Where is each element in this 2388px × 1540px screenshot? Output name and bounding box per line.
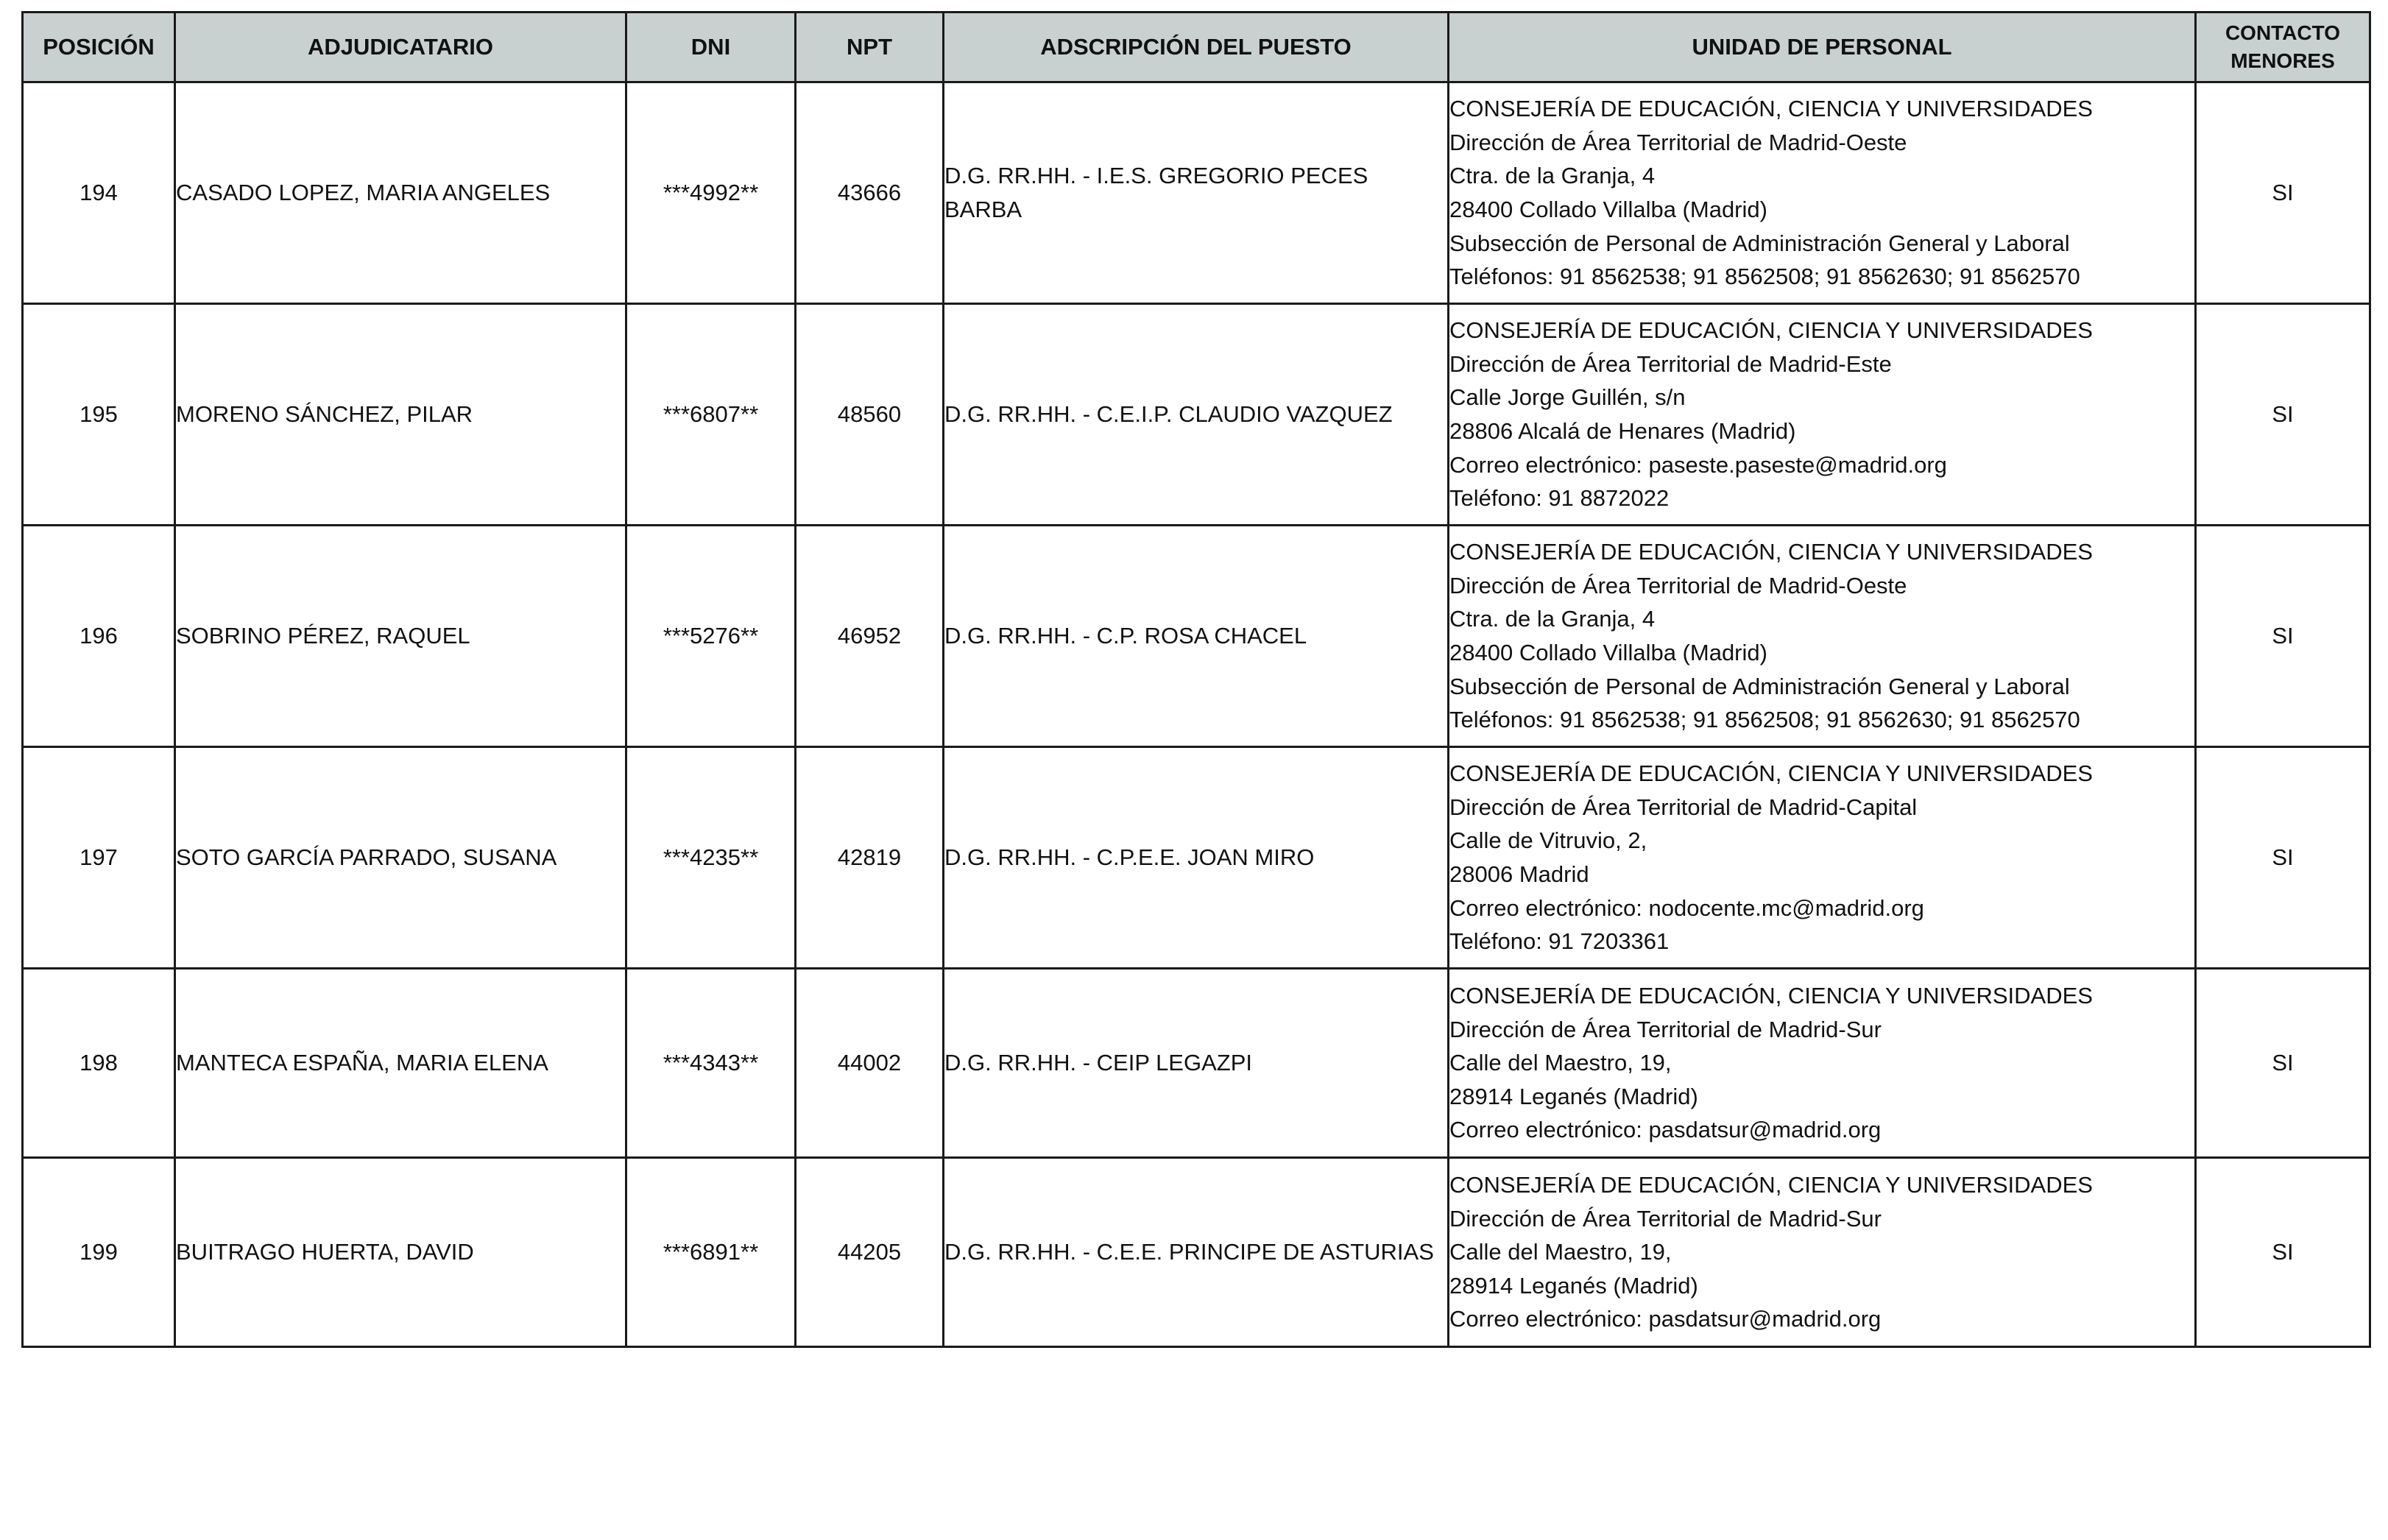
cell-npt: 48560 xyxy=(796,304,944,526)
cell-dni: ***4343** xyxy=(626,969,796,1158)
adscripcion-line: D.G. RR.HH. - C.E.E. PRINCIPE DE ASTURIAS xyxy=(944,1239,1434,1265)
unidad-line: Teléfonos: 91 8562538; 91 8562508; 91 8562630; 91 8562570 xyxy=(1449,264,2080,290)
cell-adjudicatario: BUITRAGO HUERTA, DAVID xyxy=(175,1158,626,1347)
cell-posicion: 199 xyxy=(23,1158,175,1347)
cell-adjudicatario: CASADO LOPEZ, MARIA ANGELES xyxy=(175,82,626,304)
unidad-line: Teléfono: 91 7203361 xyxy=(1449,928,1670,955)
unidad-line: Subsección de Personal de Administración General y Laboral xyxy=(1449,673,2070,699)
header-contacto-line2: MENORES xyxy=(2230,49,2335,72)
cell-adjudicatario: MANTECA ESPAÑA, MARIA ELENA xyxy=(175,969,626,1158)
unidad-line: 28400 Collado Villalba (Madrid) xyxy=(1449,640,1767,665)
adscripcion-line: BARBA xyxy=(944,197,1022,222)
cell-adscripcion xyxy=(944,969,1449,1158)
cell-adjudicatario: SOBRINO PÉREZ, RAQUEL xyxy=(175,526,626,747)
cell-dni: ***6807** xyxy=(626,304,796,526)
cell-adjudicatario: MORENO SÁNCHEZ, PILAR xyxy=(175,304,626,526)
unidad-line: Teléfonos: 91 8562538; 91 8562508; 91 8562630; 91 8562570 xyxy=(1449,707,2080,733)
cell-npt: 42819 xyxy=(796,747,944,969)
header-unidad-personal: UNIDAD DE PERSONAL xyxy=(1449,13,2196,82)
cell-posicion: 195 xyxy=(23,304,175,526)
cell-contacto-menores: SI xyxy=(2196,304,2370,526)
cell-contacto-menores: SI xyxy=(2196,969,2370,1158)
adscripcion-line: D.G. RR.HH. - C.E.I.P. CLAUDIO VAZQUEZ xyxy=(944,401,1393,428)
adscripcion-line: D.G. RR.HH. - CEIP LEGAZPI xyxy=(944,1050,1253,1076)
adscripcion-line: D.G. RR.HH. - C.P.E.E. JOAN MIRO xyxy=(944,844,1315,871)
cell-unidad-personal xyxy=(1449,304,2196,526)
cell-adscripcion xyxy=(944,82,1449,304)
unidad-line: 28400 Collado Villalba (Madrid) xyxy=(1449,197,1767,222)
cell-dni: ***4235** xyxy=(626,747,796,969)
table-header xyxy=(23,13,2370,82)
unidad-line: CONSEJERÍA DE EDUCACIÓN, CIENCIA Y UNIVERSIDADES xyxy=(1449,96,2093,122)
table-body xyxy=(23,82,2370,1347)
unidad-line: Ctra. de la Granja, 4 xyxy=(1449,606,1656,632)
cell-contacto-menores: SI xyxy=(2196,1158,2370,1347)
header-adscripcion: ADSCRIPCIÓN DEL PUESTO xyxy=(944,13,1449,82)
cell-npt: 44205 xyxy=(796,1158,944,1347)
unidad-line: CONSEJERÍA DE EDUCACIÓN, CIENCIA Y UNIVERSIDADES xyxy=(1449,760,2093,787)
adscripcion-line: D.G. RR.HH. - C.P. ROSA CHACEL xyxy=(944,623,1307,649)
cell-npt: 44002 xyxy=(796,969,944,1158)
header-row xyxy=(23,13,2370,82)
cell-unidad-personal xyxy=(1449,1158,2196,1347)
unidad-line: Calle de Vitruvio, 2, xyxy=(1449,827,1647,854)
adjudicaciones-table xyxy=(21,11,2371,1348)
unidad-line: Correo electrónico: pasdatsur@madrid.org xyxy=(1449,1117,1882,1143)
cell-posicion: 194 xyxy=(23,82,175,304)
unidad-line: Correo electrónico: nodocente.mc@madrid.org xyxy=(1449,894,1924,921)
unidad-line: CONSEJERÍA DE EDUCACIÓN, CIENCIA Y UNIVERSIDADES xyxy=(1449,983,2093,1009)
cell-dni: ***5276** xyxy=(626,526,796,747)
header-contacto-menores xyxy=(2196,13,2370,82)
cell-adscripcion xyxy=(944,304,1449,526)
header-dni: DNI xyxy=(626,13,796,82)
unidad-line: Ctra. de la Granja, 4 xyxy=(1449,163,1656,189)
header-adjudicatario: ADJUDICATARIO xyxy=(175,13,626,82)
unidad-line: 28914 Leganés (Madrid) xyxy=(1449,1083,1698,1109)
unidad-line: Dirección de Área Territorial de Madrid-Sur xyxy=(1449,1205,1882,1232)
unidad-line: Calle Jorge Guillén, s/n xyxy=(1449,384,1686,411)
cell-posicion: 197 xyxy=(23,747,175,969)
cell-unidad-personal xyxy=(1449,747,2196,969)
unidad-line: Correo electrónico: paseste.paseste@madrid.org xyxy=(1449,451,1947,478)
cell-adjudicatario: SOTO GARCÍA PARRADO, SUSANA xyxy=(175,747,626,969)
unidad-line: Calle del Maestro, 19, xyxy=(1449,1050,1672,1076)
unidad-line: Dirección de Área Territorial de Madrid-Sur xyxy=(1449,1016,1882,1042)
unidad-line: Dirección de Área Territorial de Madrid-Oeste xyxy=(1449,129,1907,155)
unidad-line: Dirección de Área Territorial de Madrid-Capital xyxy=(1449,794,1918,820)
table-row xyxy=(23,1158,2370,1347)
unidad-line: 28914 Leganés (Madrid) xyxy=(1449,1272,1698,1299)
unidad-line: Subsección de Personal de Administración General y Laboral xyxy=(1449,230,2070,256)
table-row xyxy=(23,747,2370,969)
unidad-line: Calle del Maestro, 19, xyxy=(1449,1239,1672,1265)
table-row xyxy=(23,82,2370,304)
table-row xyxy=(23,526,2370,747)
cell-dni: ***6891** xyxy=(626,1158,796,1347)
cell-npt: 46952 xyxy=(796,526,944,747)
cell-npt: 43666 xyxy=(796,82,944,304)
cell-adscripcion xyxy=(944,526,1449,747)
unidad-line: 28006 Madrid xyxy=(1449,861,1589,887)
unidad-line: Dirección de Área Territorial de Madrid-Oeste xyxy=(1449,572,1907,598)
header-posicion: POSICIÓN xyxy=(23,13,175,82)
cell-contacto-menores: SI xyxy=(2196,747,2370,969)
unidad-line: CONSEJERÍA DE EDUCACIÓN, CIENCIA Y UNIVERSIDADES xyxy=(1449,1172,2093,1198)
header-npt: NPT xyxy=(796,13,944,82)
header-contacto-line1: CONTACTO xyxy=(2225,21,2341,44)
unidad-line: 28806 Alcalá de Henares (Madrid) xyxy=(1449,418,1796,444)
cell-adscripcion xyxy=(944,747,1449,969)
cell-posicion: 196 xyxy=(23,526,175,747)
unidad-line: Teléfono: 91 8872022 xyxy=(1449,485,1670,512)
adscripcion-line: D.G. RR.HH. - I.E.S. GREGORIO PECES xyxy=(944,163,1368,189)
unidad-line: Dirección de Área Territorial de Madrid-Este xyxy=(1449,350,1892,377)
table-row xyxy=(23,304,2370,526)
cell-adscripcion xyxy=(944,1158,1449,1347)
cell-unidad-personal xyxy=(1449,82,2196,304)
cell-contacto-menores: SI xyxy=(2196,526,2370,747)
unidad-line: Correo electrónico: pasdatsur@madrid.org xyxy=(1449,1306,1882,1332)
cell-dni: ***4992** xyxy=(626,82,796,304)
cell-unidad-personal xyxy=(1449,969,2196,1158)
cell-contacto-menores: SI xyxy=(2196,82,2370,304)
cell-unidad-personal xyxy=(1449,526,2196,747)
unidad-line: CONSEJERÍA DE EDUCACIÓN, CIENCIA Y UNIVERSIDADES xyxy=(1449,317,2093,344)
unidad-line: CONSEJERÍA DE EDUCACIÓN, CIENCIA Y UNIVERSIDADES xyxy=(1449,539,2093,565)
table-row xyxy=(23,969,2370,1158)
cell-posicion: 198 xyxy=(23,969,175,1158)
